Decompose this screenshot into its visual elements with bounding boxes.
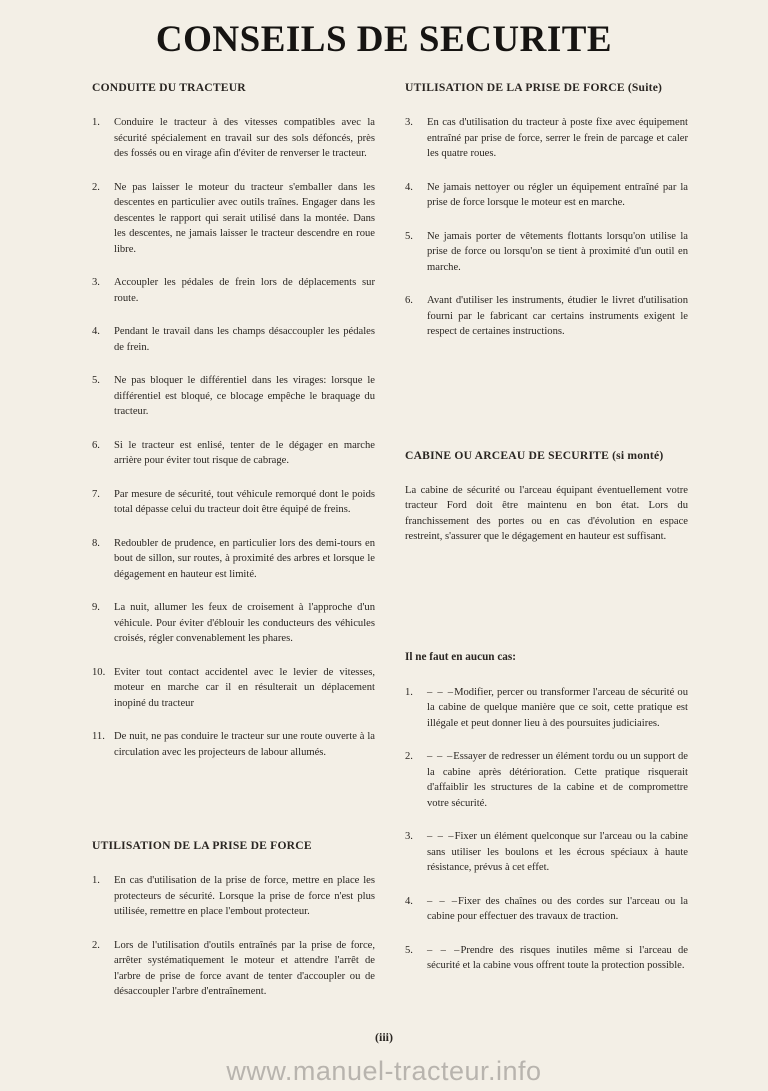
list-item — [92, 873, 375, 920]
item-text: Essayer de redresser un élément tordu ou un support de la cabine après détérioration. Cette pratique risquerait d'affaiblir les structures de la cabine et de compromettre votre sécurité. — [427, 751, 688, 809]
item-number: 8. — [92, 537, 100, 549]
section-driving — [92, 80, 375, 760]
item-text: Eviter tout contact accidentel avec le levier de vitesses, moteur en marche car il en résulterait un déplacement inopiné du tracteur — [114, 666, 375, 709]
item-number: 3. — [405, 831, 413, 842]
item-text: Accoupler les pédales de frein lors de déplacements sur route. — [114, 277, 375, 304]
section-never — [405, 651, 688, 974]
list-item — [405, 685, 688, 732]
right-column — [405, 80, 688, 992]
item-number: 10. — [92, 666, 106, 678]
list-item — [92, 600, 375, 647]
item-text: En cas d'utilisation du tracteur à poste fixe avec équipement entraîné par prise de force, serrer le frein de parcage et caler les quatre roues. — [427, 117, 688, 159]
watermark: www.manuel-tracteur.info — [226, 1056, 542, 1086]
list-item — [92, 115, 375, 162]
section-heading: CONDUITE DU TRACTEUR — [92, 81, 246, 94]
item-text: De nuit, ne pas conduire le tracteur sur une route ouverte à la circulation avec les projecteurs de labour allumés. — [114, 731, 375, 758]
page-title: CONSEILS DE SECURITE — [155, 19, 613, 60]
section-pto-continued — [405, 80, 688, 340]
section-subheading: Il ne faut en aucun cas: — [405, 650, 516, 663]
item-number: 11. — [92, 731, 105, 742]
dash-leader: – – – — [427, 895, 459, 907]
list-item — [405, 293, 688, 340]
item-text: Redoubler de prudence, en particulier lors des demi-tours en bout de sillon, sur routes, à proximité des arbres et lorsque le dégagement en hauteur est limité. — [114, 537, 375, 580]
item-number: 1. — [92, 117, 100, 128]
dash-leader: – – – — [427, 751, 454, 762]
list-item — [92, 373, 375, 420]
list-item — [92, 324, 375, 355]
item-number: 6. — [405, 295, 413, 306]
item-number: 9. — [92, 602, 100, 613]
item-number: 2. — [92, 181, 100, 193]
item-text: Conduire le tracteur à des vitesses compatibles avec la sécurité spécialement en travail sur des sols défoncés, près des fossés ou en virage afin d'éviter de renverser le tracteur. — [114, 117, 375, 159]
item-number: 7. — [92, 488, 100, 500]
section-pto — [92, 838, 375, 1000]
list-item — [405, 180, 688, 211]
item-text: Ne pas laisser le moteur du tracteur s'emballer dans les descentes en particulier avec outils traînes. Engager dans les descentes le rapport qui serait utilisé dans la montée. Dans les descentes, ne jamais laisser le tracteur descendre en roue libre. — [114, 181, 375, 255]
list-item — [92, 438, 375, 469]
dash-leader: – – – — [427, 831, 455, 842]
item-text: Pendant le travail dans les champs désaccoupler les pédales de frein. — [114, 326, 375, 353]
item-text: Avant d'utiliser les instruments, étudier le livret d'utilisation fourni par le fabricant car certains instruments exigent le respect de certaines instructions. — [427, 295, 688, 337]
item-text: Ne jamais nettoyer ou régler un équipement entraîné par la prise de force lorsque le moteur est en marche. — [427, 181, 688, 208]
list-item — [405, 943, 688, 974]
item-number: 4. — [405, 895, 413, 907]
item-text: Fixer des chaînes ou des cordes sur l'arceau ou la cabine pour effectuer des travaux de traction. — [427, 895, 689, 922]
item-text: Ne pas bloquer le différentiel dans les virages: lorsque le différentiel est bloqué, ce blocage empêche le braquage du tracteur. — [114, 375, 375, 417]
item-number: 2. — [405, 751, 413, 762]
item-number: 4. — [405, 181, 413, 193]
item-number: 3. — [405, 117, 413, 128]
section-cab — [405, 448, 688, 545]
item-text: La nuit, allumer les feux de croisement à l'approche d'un véhicule. Pour éviter d'éblouir les conducteurs des véhicules croisés, régler convenablement les phares. — [114, 602, 375, 644]
item-number: 4. — [92, 326, 100, 337]
section-heading: UTILISATION DE LA PRISE DE FORCE (Suite) — [405, 81, 663, 94]
list-item — [405, 894, 688, 925]
list-item — [92, 938, 375, 1000]
item-text: Si le tracteur est enlisé, tenter de le dégager en marche arrière pour éviter tout risque de cabrage. — [114, 439, 375, 466]
item-text: Ne jamais porter de vêtements flottants lorsqu'on utilise la prise de force ou lorsqu'on se tient à proximité d'un outil en marche. — [427, 230, 688, 273]
cab-paragraph: La cabine de sécurité ou l'arceau équipant éventuellement votre tracteur Ford doit être maintenu en bon état. Lors du franchissement des portes ou en cas d'évolution en espace restreint, s'assurer que le dégagement en hauteur est suffisant. — [405, 484, 688, 542]
dash-leader: – – – — [427, 686, 455, 698]
item-number: 2. — [92, 939, 100, 951]
item-text: Prendre des risques inutiles même si l'arceau de sécurité et la cabine vous offrent toute la protection possible. — [427, 944, 689, 971]
item-number: 6. — [92, 439, 100, 451]
list-item — [92, 729, 375, 760]
item-number: 5. — [405, 944, 413, 956]
section-heading: CABINE OU ARCEAU DE SECURITE (si monté) — [405, 448, 664, 462]
item-text: Par mesure de sécurité, tout véhicule remorqué dont le poids total dépasse celui du tracteur doit être équipé de freins. — [114, 488, 375, 515]
dash-leader: – – – — [427, 944, 461, 956]
item-number: 1. — [405, 686, 413, 698]
section-heading: UTILISATION DE LA PRISE DE FORCE — [92, 839, 312, 852]
list-item — [92, 180, 375, 258]
list-item — [405, 829, 688, 876]
item-text: Fixer un élément quelconque sur l'arceau ou la cabine sans utiliser les boulons et les écrous spéciaux à haute résistance, prévus à cet effet. — [427, 831, 688, 873]
list-item — [405, 749, 688, 811]
list-item — [92, 275, 375, 306]
list-item — [92, 487, 375, 518]
list-item — [405, 229, 688, 276]
item-text: Lors de l'utilisation d'outils entraînés par la prise de force, arrêter systématiquement le moteur et attendre l'arrêt de l'arbre de prise de force avant de tenter d'accoupler ou de désaccoupler l'arbre d'entraînement. — [114, 939, 375, 997]
item-text: En cas d'utilisation de la prise de force, mettre en place les protecteurs de sécurité. Lorsque la prise de force n'est plus utilisée, remettre en place l'embout protecteur. — [114, 875, 375, 917]
item-text: Modifier, percer ou transformer l'arceau de sécurité ou la cabine de quelque manière que ce soit, cette pratique est illégale et peut donner lieu à des poursuites judiciaires. — [427, 686, 689, 729]
item-number: 5. — [92, 375, 100, 386]
list-item — [92, 536, 375, 583]
list-item — [405, 115, 688, 162]
list-item — [92, 665, 375, 712]
left-column — [92, 80, 375, 1018]
item-number: 5. — [405, 230, 413, 242]
page-number: (iii) — [375, 1030, 393, 1044]
item-number: 3. — [92, 277, 100, 288]
item-number: 1. — [92, 875, 100, 886]
